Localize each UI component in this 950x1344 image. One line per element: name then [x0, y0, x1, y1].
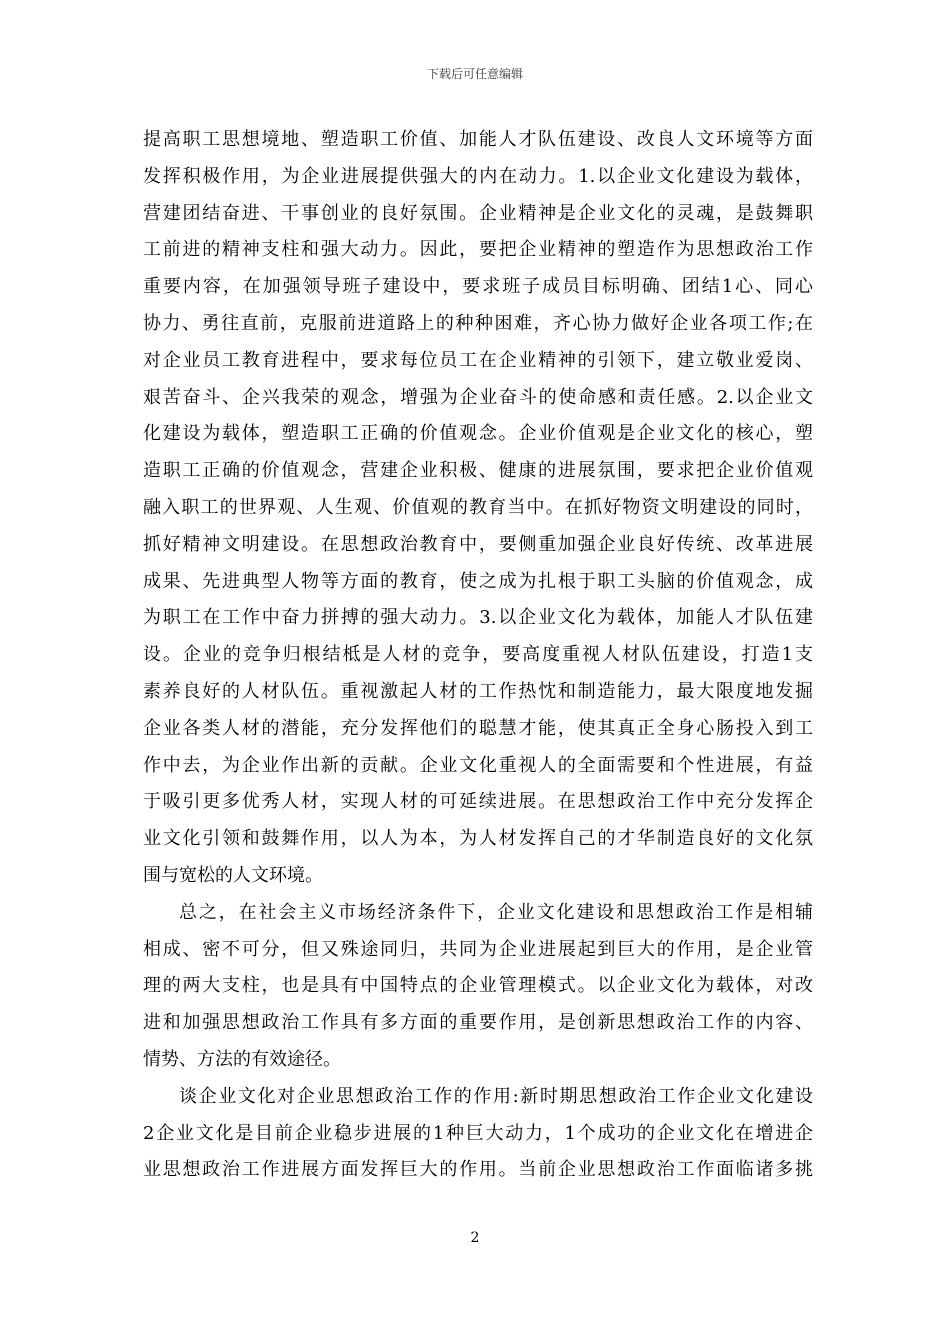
text-line: 工前进的精神支柱和强大动力。因此，要把企业精神的塑造作为思想政治工作 — [143, 239, 813, 261]
text-line: 化建设为载体，塑造职工正确的价值观念。企业价值观是企业文化的核心，塑 — [143, 423, 813, 445]
paragraph-2 — [143, 895, 813, 1079]
paragraph-3 — [143, 1079, 813, 1189]
text-line: 协力、勇往直前，克服前进道路上的种种困难，齐心协力做好企业各项工作;在 — [143, 312, 813, 334]
text-line: 抓好精神文明建设。在思想政治教育中，要侧重加强企业良好传统、改革进展 — [143, 533, 813, 555]
text-line: 情势、方法的有效途径。 — [143, 1048, 341, 1070]
text-line: 成果、先进典型人物等方面的教育，使之成为扎根于职工头脑的价值观念，成 — [143, 570, 813, 592]
text-line: 重要内容，在加强领导班子建设中，要求班子成员目标明确、团结1心、同心 — [143, 276, 813, 298]
text-line: 企业各类人材的潜能，充分发挥他们的聪慧才能，使其真正全身心肠投入到工 — [143, 717, 813, 739]
text-line: 造职工正确的价值观念，营建企业积极、健康的进展氛围，要求把企业价值观 — [143, 460, 813, 482]
page-number: 2 — [470, 1230, 480, 1246]
text-line: 业思想政治工作进展方面发挥巨大的作用。当前企业思想政治工作面临诸多挑 — [143, 1159, 813, 1181]
text-line: 素养良好的人材队伍。重视激起人材的工作热忱和制造能力，最大限度地发掘 — [143, 680, 813, 702]
text-line: 进和加强思想政治工作具有多方面的重要作用，是创新思想政治工作的内容、 — [143, 1012, 813, 1034]
text-line: 2企业文化是目前企业稳步进展的1种巨大动力，1个成功的企业文化在增进企 — [143, 1122, 813, 1144]
text-line: 围与宽松的人文环境。 — [143, 864, 323, 886]
text-line: 理的两大支柱，也是具有中国特点的企业管理模式。以企业文化为载体，对改 — [143, 975, 813, 997]
text-line: 设。企业的竞争归根结柢是人材的竞争，要高度重视人材队伍建设，打造1支 — [143, 644, 813, 666]
text-line: 营建团结奋进、干事创业的良好氛围。企业精神是企业文化的灵魂，是鼓舞职 — [143, 202, 813, 224]
text-line: 作中去，为企业作出新的贡献。企业文化重视人的全面需要和个性进展，有益 — [143, 754, 813, 776]
text-line: 相成、密不可分，但又殊途同归，共同为企业进展起到巨大的作用，是企业管 — [143, 938, 813, 960]
text-line: 发挥积极作用，为企业进展提供强大的内在动力。1.以企业文化建设为载体， — [143, 165, 813, 187]
text-line: 总之，在社会主义市场经济条件下，企业文化建设和思想政治工作是相辅 — [179, 901, 813, 923]
text-line: 艰苦奋斗、企兴我荣的观念，增强为企业奋斗的使命感和责任感。2.以企业文 — [143, 386, 813, 408]
text-line: 为职工在工作中奋力拼搏的强大动力。3.以企业文化为载体，加能人才队伍建 — [143, 607, 813, 629]
paragraph-1 — [143, 122, 813, 895]
document-body — [143, 122, 813, 1189]
text-line: 业文化引领和鼓舞作用，以人为本，为人材发挥自己的才华制造良好的文化氛 — [143, 828, 813, 850]
text-line: 提高职工思想境地、塑造职工价值、加能人才队伍建设、改良人文环境等方面 — [143, 129, 813, 150]
text-line: 融入职工的世界观、人生观、价值观的教育当中。在抓好物资文明建设的同时， — [143, 496, 813, 518]
page-header: 下载后可任意编辑 — [426, 67, 523, 81]
text-line: 于吸引更多优秀人材，实现人材的可延续进展。在思想政治工作中充分发挥企 — [143, 791, 813, 813]
text-line: 谈企业文化对企业思想政治工作的作用:新时期思想政治工作企业文化建设 — [179, 1085, 813, 1107]
text-line: 对企业员工教育进程中，要求每位员工在企业精神的引领下，建立敬业爱岗、 — [143, 349, 813, 371]
